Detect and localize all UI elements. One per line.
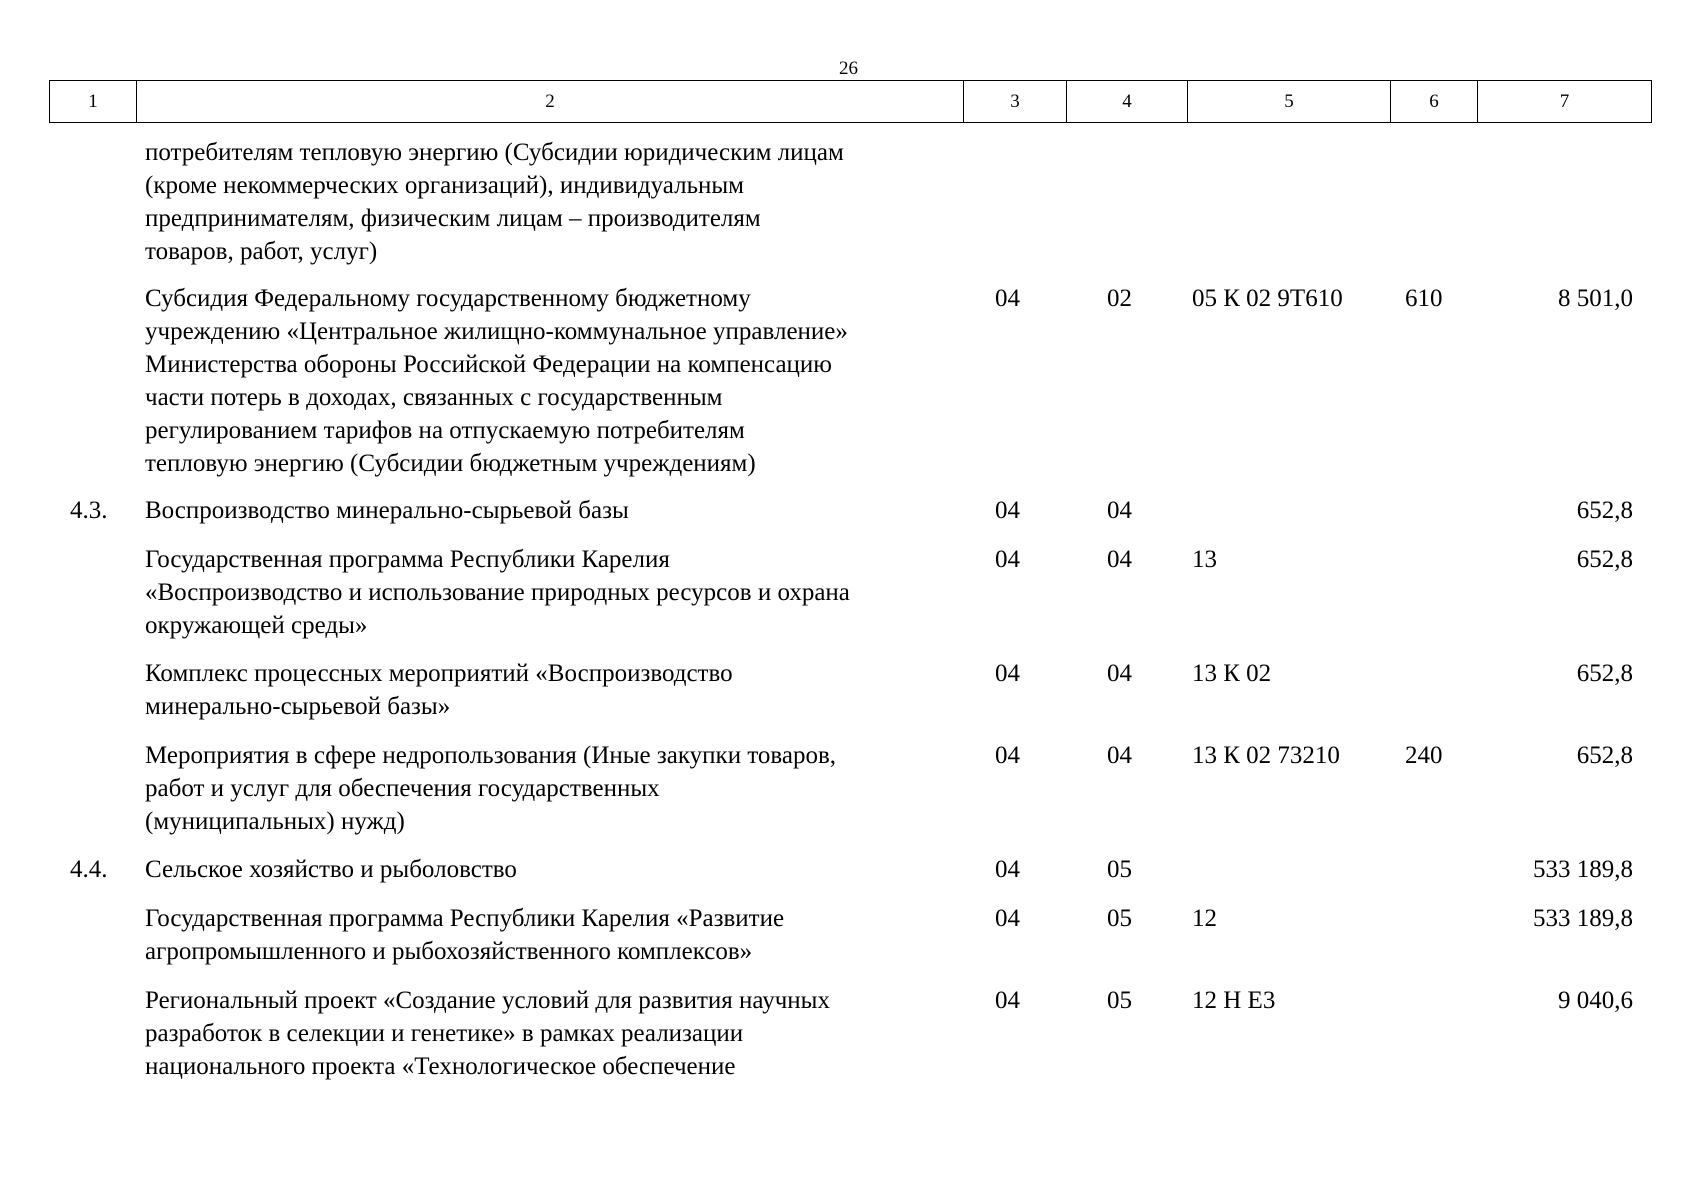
column-header-4: 4 xyxy=(1067,81,1188,123)
column-header-table xyxy=(49,80,1652,123)
description-line: Мероприятия в сфере недропользования (Иные закупки товаров, xyxy=(145,742,837,769)
section-code: 04 xyxy=(995,905,1020,932)
description-line: регулированием тарифов на отпускаемую потребителям xyxy=(145,417,745,444)
amount: 652,8 xyxy=(1576,742,1633,769)
row-description xyxy=(145,282,1005,480)
description-line: учреждению «Центральное жилищно-коммунальное управление» xyxy=(145,318,848,345)
description-line: Субсидия Федеральному государственному бюджетному xyxy=(145,285,751,312)
row-number: 4.4. xyxy=(70,856,108,883)
column-header-5: 5 xyxy=(1188,81,1391,123)
section-code: 04 xyxy=(995,497,1020,524)
subsection-code: 05 xyxy=(1107,856,1132,883)
section-code: 04 xyxy=(995,856,1020,883)
row-number: 4.3. xyxy=(70,497,108,524)
column-header-2: 2 xyxy=(137,81,964,123)
section-code: 04 xyxy=(995,987,1020,1014)
row-description xyxy=(145,657,1005,723)
section-code: 04 xyxy=(995,546,1020,573)
description-line: Сельское хозяйство и рыболовство xyxy=(145,856,517,883)
description-line: Государственная программа Республики Карелия «Развитие xyxy=(145,905,785,932)
subsection-code: 05 xyxy=(1107,987,1132,1014)
description-line: предпринимателям, физическим лицам – производителям xyxy=(145,205,761,232)
description-line: тепловую энергию (Субсидии бюджетным учреждениям) xyxy=(145,450,756,477)
row-description xyxy=(145,984,1005,1083)
amount: 8 501,0 xyxy=(1558,285,1633,312)
description-line: Министерства обороны Российской Федерации на компенсацию xyxy=(145,351,832,378)
description-line: окружающей среды» xyxy=(145,612,368,639)
row-description xyxy=(145,543,1005,642)
row-description xyxy=(145,739,1005,838)
subsection-code: 04 xyxy=(1107,497,1132,524)
amount: 652,8 xyxy=(1576,497,1633,524)
target-article-code: 12 xyxy=(1192,905,1217,932)
description-line: части потерь в доходах, связанных с государственным xyxy=(145,384,723,411)
section-code: 04 xyxy=(995,285,1020,312)
target-article-code: 13 К 02 xyxy=(1192,660,1272,687)
target-article-code: 13 xyxy=(1192,546,1217,573)
description-line: Воспроизводство минерально-сырьевой базы xyxy=(145,497,629,524)
target-article-code: 12 Н Е3 xyxy=(1192,987,1276,1014)
page-number: 26 xyxy=(839,58,858,79)
subsection-code: 04 xyxy=(1107,660,1132,687)
description-line: Региональный проект «Создание условий для развития научных xyxy=(145,987,830,1014)
description-line: национального проекта «Технологическое обеспечение xyxy=(145,1053,736,1080)
description-line: потребителям тепловую энергию (Субсидии юридическим лицам xyxy=(145,139,844,166)
description-line: агропромышленного и рыбохозяйственного комплексов» xyxy=(145,938,753,965)
row-description xyxy=(145,136,1005,268)
amount: 9 040,6 xyxy=(1558,987,1633,1014)
column-header-3: 3 xyxy=(964,81,1067,123)
description-line: товаров, работ, услуг) xyxy=(145,238,378,265)
amount: 652,8 xyxy=(1576,660,1633,687)
expense-type-code: 240 xyxy=(1405,742,1443,769)
subsection-code: 04 xyxy=(1107,742,1132,769)
target-article-code: 13 К 02 73210 xyxy=(1192,742,1340,769)
description-line: Комплекс процессных мероприятий «Воспроизводство xyxy=(145,660,733,687)
expense-type-code: 610 xyxy=(1405,285,1443,312)
row-description xyxy=(145,902,1005,968)
description-line: разработок в селекции и генетике» в рамках реализации xyxy=(145,1020,744,1047)
amount: 652,8 xyxy=(1576,546,1633,573)
section-code: 04 xyxy=(995,742,1020,769)
description-line: работ и услуг для обеспечения государственных xyxy=(145,775,660,802)
section-code: 04 xyxy=(995,660,1020,687)
row-description xyxy=(145,853,1005,886)
description-line: «Воспроизводство и использование природных ресурсов и охрана xyxy=(145,579,850,606)
row-description xyxy=(145,494,1005,527)
target-article-code: 05 К 02 9Т610 xyxy=(1192,285,1343,312)
description-line: (кроме некоммерческих организаций), индивидуальным xyxy=(145,172,744,199)
column-header-row xyxy=(50,81,1652,123)
amount: 533 189,8 xyxy=(1533,856,1633,883)
column-header-6: 6 xyxy=(1391,81,1478,123)
column-header-7: 7 xyxy=(1478,81,1652,123)
description-line: минерально-сырьевой базы» xyxy=(145,693,451,720)
subsection-code: 04 xyxy=(1107,546,1132,573)
description-line: Государственная программа Республики Карелия xyxy=(145,546,670,573)
subsection-code: 02 xyxy=(1107,285,1132,312)
amount: 533 189,8 xyxy=(1533,905,1633,932)
description-line: (муниципальных) нужд) xyxy=(145,808,405,835)
column-header-1: 1 xyxy=(50,81,137,123)
subsection-code: 05 xyxy=(1107,905,1132,932)
